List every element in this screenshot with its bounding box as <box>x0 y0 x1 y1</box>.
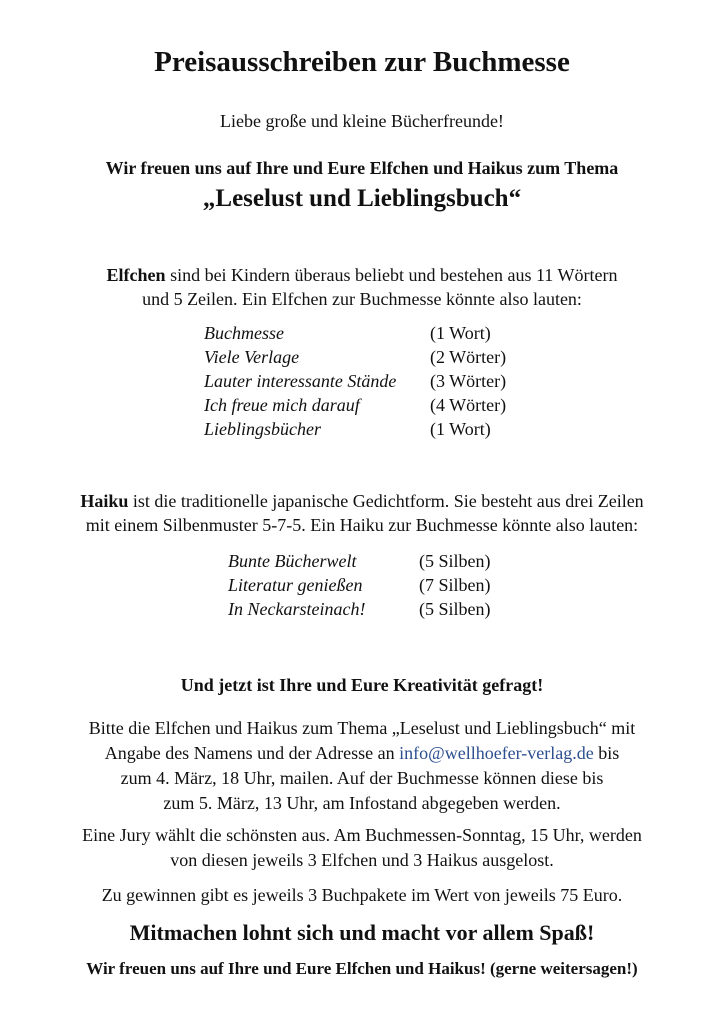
elfchen-text-line-1: sind bei Kindern überaus beliebt und bestehen aus 11 Wörtern <box>165 265 618 285</box>
poem-row <box>204 417 506 441</box>
greeting: Liebe große und kleine Bücherfreunde! <box>220 111 504 131</box>
poem-note: (5 Silben) <box>419 551 491 571</box>
poem-note: (1 Wort) <box>430 323 491 343</box>
poem-line: Viele Verlage <box>204 347 300 367</box>
intro-heading: Wir freuen uns auf Ihre und Eure Elfchen und Haikus zum Thema <box>105 158 619 178</box>
submission-line-2-start: Angabe des Namens und der Adresse an <box>104 743 400 763</box>
poem-row <box>228 597 491 621</box>
elfchen-example <box>204 321 506 441</box>
poem-row <box>204 345 506 369</box>
poem-line: In Neckarsteinach! <box>228 599 366 619</box>
theme-heading: „Leselust und Lieblingsbuch“ <box>202 185 522 212</box>
poem-row <box>204 369 506 393</box>
call-to-action: Mitmachen lohnt sich und macht vor allem Spaß! <box>129 920 595 945</box>
poem-note: (3 Wörter) <box>430 371 507 391</box>
haiku-text-line-2: mit einem Silbenmuster 5-7-5. Ein Haiku zur Buchmesse könnte also lauten: <box>85 515 639 535</box>
haiku-description <box>0 489 724 537</box>
poem-line: Ich freue mich darauf <box>204 395 360 415</box>
poem-note: (2 Wörter) <box>430 347 507 367</box>
poem-note: (5 Silben) <box>419 599 491 619</box>
submission-line-3: zum 4. März, 18 Uhr, mailen. Auf der Buchmesse können diese bis <box>120 768 604 788</box>
poem-row <box>228 549 491 573</box>
haiku-example <box>228 549 491 621</box>
poem-line: Lauter interessante Stände <box>204 371 397 391</box>
haiku-text-line-1: ist die traditionelle japanische Gedichtform. Sie besteht aus drei Zeilen <box>128 491 644 511</box>
submission-instructions <box>0 716 724 816</box>
page-title: Preisausschreiben zur Buchmesse <box>154 46 570 78</box>
poem-row <box>204 393 506 417</box>
elfchen-text-line-2: und 5 Zeilen. Ein Elfchen zur Buchmesse könnte also lauten: <box>142 289 582 309</box>
submission-line-1: Bitte die Elfchen und Haikus zum Thema „Leselust und Lieblingsbuch“ mit <box>88 718 636 738</box>
jury-line-1: Eine Jury wählt die schönsten aus. Am Buchmessen-Sonntag, 15 Uhr, werden <box>82 825 642 845</box>
elfchen-term: Elfchen <box>106 265 166 285</box>
elfchen-description <box>0 263 724 311</box>
closing-line: Wir freuen uns auf Ihre und Eure Elfchen und Haikus! (gerne weitersagen!) <box>86 959 638 978</box>
submission-line-4: zum 5. März, 13 Uhr, am Infostand abgegeben werden. <box>163 793 561 813</box>
haiku-term: Haiku <box>80 491 129 511</box>
poem-row <box>204 321 506 345</box>
poem-line: Lieblingsbücher <box>204 419 321 439</box>
submission-line-2-end: bis <box>593 743 620 763</box>
poem-line: Literatur genießen <box>228 575 363 595</box>
poem-note: (1 Wort) <box>430 419 491 439</box>
jury-info <box>0 823 724 873</box>
creativity-call: Und jetzt ist Ihre und Eure Kreativität gefragt! <box>180 675 544 695</box>
poem-note: (4 Wörter) <box>430 395 507 415</box>
email-link[interactable]: info@wellhoefer-verlag.de <box>399 743 594 763</box>
poem-line: Buchmesse <box>204 323 284 343</box>
jury-line-2: von diesen jeweils 3 Elfchen und 3 Haikus ausgelost. <box>170 850 554 870</box>
poem-row <box>228 573 491 597</box>
poem-note: (7 Silben) <box>419 575 491 595</box>
prize-info: Zu gewinnen gibt es jeweils 3 Buchpakete im Wert von jeweils 75 Euro. <box>101 885 623 905</box>
poem-line: Bunte Bücherwelt <box>228 551 357 571</box>
